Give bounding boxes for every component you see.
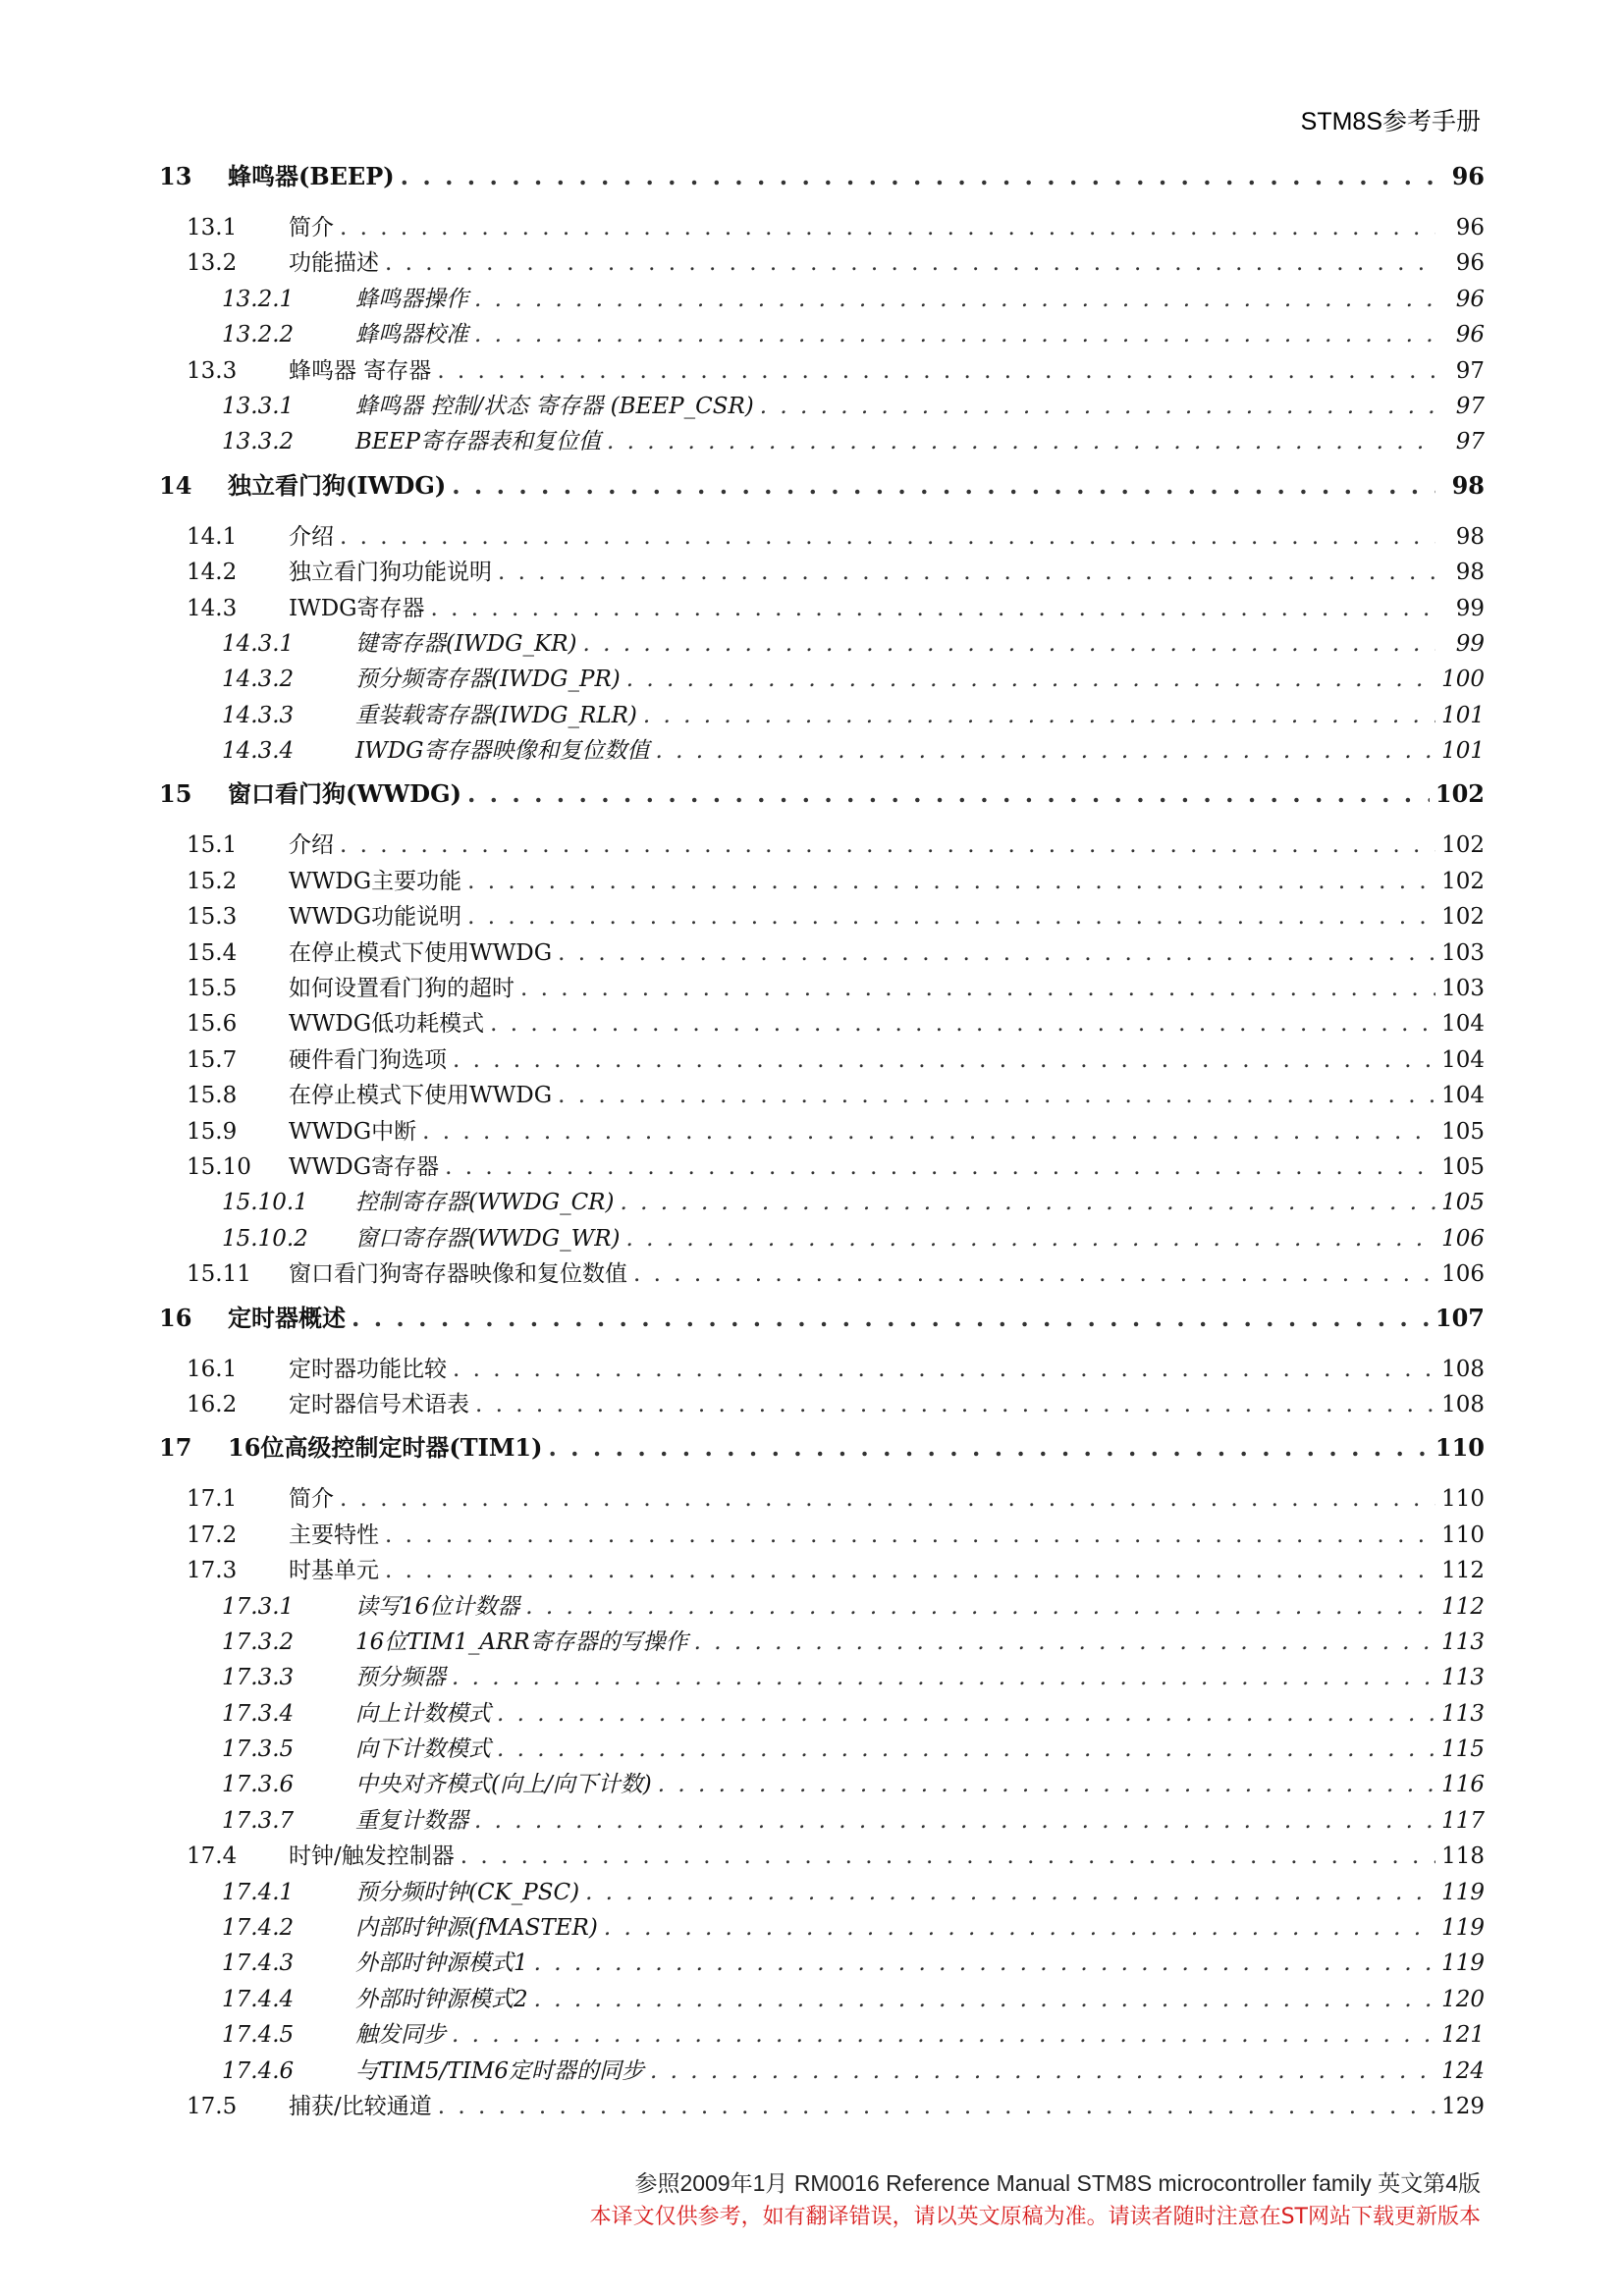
toc-entry-number: 15.7	[187, 1046, 238, 1073]
toc-entry[interactable]	[157, 424, 1485, 459]
dot-leader	[422, 1114, 1435, 1149]
dot-leader	[607, 424, 1435, 459]
toc-entry[interactable]	[157, 555, 1485, 590]
toc-entry-page-number: 102	[1435, 779, 1485, 809]
toc-entry-page-number: 110	[1441, 1522, 1485, 1548]
toc-entry-title: 主要特性	[289, 1522, 379, 1548]
dot-leader	[497, 1696, 1435, 1732]
toc-entry-number: 15.3	[187, 904, 238, 931]
toc-entry-title: 蜂鸣器校准	[355, 322, 468, 348]
toc-entry-number: 17.3.6	[222, 1772, 295, 1798]
toc-entry-title: 预分频时钟(CK_PSC)	[355, 1879, 580, 1905]
dot-leader	[498, 555, 1435, 590]
toc-entry[interactable]	[157, 899, 1485, 934]
toc-entry[interactable]	[157, 353, 1485, 389]
toc-entry-number: 17.3.3	[222, 1665, 295, 1691]
toc-entry-page-number: 105	[1441, 1153, 1485, 1180]
dot-leader	[445, 1149, 1435, 1185]
toc-entry[interactable]	[157, 662, 1485, 697]
toc-chapter-entry[interactable]	[157, 468, 1485, 504]
toc-entry-number: 17.4.6	[222, 2057, 295, 2084]
toc-entry-page-number: 98	[1455, 523, 1485, 550]
toc-entry-number: 13.2	[187, 250, 238, 277]
dot-leader	[340, 828, 1435, 863]
toc-entry-number: 17.4.2	[222, 1915, 295, 1942]
dot-leader	[585, 1875, 1435, 1910]
dot-leader	[401, 159, 1435, 194]
toc-entry[interactable]	[157, 1256, 1485, 1292]
toc-entry[interactable]	[157, 519, 1485, 555]
toc-entry[interactable]	[157, 1589, 1485, 1625]
dot-leader	[525, 1589, 1435, 1625]
toc-entry-number: 13	[159, 162, 192, 190]
dot-leader	[385, 1553, 1435, 1588]
toc-entry-page-number: 103	[1441, 939, 1485, 966]
toc-entry-page-number: 104	[1441, 1083, 1485, 1109]
toc-chapter-entry[interactable]	[157, 776, 1485, 812]
toc-entry-page-number: 106	[1441, 1261, 1485, 1288]
dot-leader	[650, 2054, 1435, 2089]
dot-leader	[558, 1078, 1435, 1113]
dot-leader	[694, 1625, 1435, 1660]
toc-entry-number: 16	[159, 1303, 192, 1332]
toc-entry-number: 17.4.4	[222, 1986, 295, 2012]
dot-leader	[475, 1387, 1435, 1422]
toc-entry-title: WWDG低功耗模式	[289, 1011, 485, 1038]
toc-entry-title: 蜂鸣器 控制/状态 寄存器 (BEEP_CSR)	[355, 393, 754, 419]
toc-entry-number: 15.9	[187, 1118, 238, 1145]
toc-entry[interactable]	[157, 1042, 1485, 1078]
toc-entry-page-number: 101	[1441, 702, 1485, 728]
toc-entry[interactable]	[157, 1352, 1485, 1387]
toc-entry[interactable]	[157, 1660, 1485, 1695]
running-header: STM8S参考手册	[1300, 108, 1481, 135]
toc-entry-title: 与TIM5/TIM6定时器的同步	[355, 2057, 644, 2084]
dot-leader	[467, 776, 1430, 812]
toc-entry[interactable]	[157, 1518, 1485, 1553]
toc-entry-page-number: 107	[1435, 1303, 1485, 1332]
toc-entry-title: 介绍	[289, 523, 334, 550]
dot-leader	[656, 733, 1435, 769]
toc-chapter-entry[interactable]	[157, 159, 1485, 194]
toc-entry-number: 14.3.4	[222, 738, 295, 765]
toc-entry-number: 15.10	[187, 1153, 251, 1180]
toc-entry-number: 17.4.1	[222, 1879, 295, 1905]
toc-entry-page-number: 112	[1441, 1593, 1485, 1620]
toc-entry-page-number: 102	[1441, 868, 1485, 894]
dot-leader	[583, 626, 1436, 662]
toc-entry-title: 中央对齐模式(向上/向下计数)	[355, 1772, 652, 1798]
toc-entry-title: WWDG中断	[289, 1118, 417, 1145]
toc-entry-title: 硬件看门狗选项	[289, 1046, 447, 1073]
toc-entry[interactable]	[157, 389, 1485, 424]
toc-entry-number: 13.3	[187, 357, 238, 384]
toc-entry-title: 重复计数器	[355, 1807, 468, 1834]
toc-entry-title: 外部时钟源模式1	[355, 1950, 528, 1977]
toc-entry-title: 时钟/触发控制器	[289, 1843, 455, 1870]
toc-entry-title: 向下计数模式	[355, 1736, 491, 1763]
toc-entry-number: 14	[159, 470, 192, 500]
toc-entry-number: 13.3.2	[222, 429, 295, 455]
toc-entry-title: BEEP寄存器表和复位值	[355, 429, 601, 455]
toc-entry[interactable]	[157, 1732, 1485, 1767]
toc-entry-page-number: 99	[1455, 595, 1485, 621]
dot-leader	[453, 1042, 1435, 1078]
toc-entry-number: 15.10.2	[222, 1225, 308, 1252]
toc-entry-number: 17	[159, 1433, 192, 1463]
dot-leader	[658, 1767, 1435, 1802]
toc-entry-title: 触发同步	[355, 2022, 446, 2049]
toc-entry-title: 功能描述	[289, 250, 379, 277]
toc-entry-page-number: 113	[1441, 1665, 1485, 1691]
toc-entry-title: 内部时钟源(fMASTER)	[355, 1915, 598, 1942]
toc-entry-number: 15.1	[187, 832, 238, 859]
toc-entry-title: 独立看门狗(IWDG)	[228, 470, 447, 500]
toc-entry-title: 蜂鸣器操作	[355, 286, 468, 312]
toc-entry-page-number: 113	[1441, 1700, 1485, 1727]
toc-entry[interactable]	[157, 1625, 1485, 1660]
dot-leader	[452, 1660, 1435, 1695]
toc-entry-number: 17.5	[187, 2093, 238, 2119]
toc-entry-page-number: 102	[1441, 904, 1485, 931]
toc-entry-title: 16位高级控制定时器(TIM1)	[228, 1433, 543, 1463]
dot-leader	[431, 591, 1435, 626]
toc-entry[interactable]	[157, 210, 1485, 245]
toc-entry[interactable]	[157, 1803, 1485, 1839]
dot-leader	[534, 1946, 1435, 1981]
toc-entry[interactable]	[157, 1221, 1485, 1256]
toc-entry-title: 控制寄存器(WWDG_CR)	[355, 1190, 615, 1216]
toc-entry-number: 15.8	[187, 1083, 238, 1109]
toc-entry-page-number: 119	[1441, 1915, 1485, 1942]
toc-entry-title: 介绍	[289, 832, 334, 859]
toc-entry[interactable]	[157, 971, 1485, 1006]
dot-leader	[534, 1982, 1435, 2017]
toc-entry-number: 15.5	[187, 976, 238, 1002]
dot-leader	[437, 353, 1435, 389]
toc-entry-title: WWDG功能说明	[289, 904, 462, 931]
dot-leader	[340, 1481, 1435, 1517]
toc-entry-title: 捕获/比较通道	[289, 2093, 432, 2119]
dot-leader	[604, 1910, 1435, 1946]
toc-entry-page-number: 119	[1441, 1950, 1485, 1977]
dot-leader	[460, 1839, 1435, 1874]
toc-entry[interactable]	[157, 698, 1485, 733]
toc-entry-number: 16.2	[187, 1391, 238, 1417]
toc-entry-number: 14.3.1	[222, 630, 295, 657]
toc-entry[interactable]	[157, 1149, 1485, 1185]
dot-leader	[474, 282, 1435, 317]
toc-entry-page-number: 119	[1441, 1879, 1485, 1905]
footer-reference: 参照2009年1月 RM0016 Reference Manual STM8S microcontroller family 英文第4版	[634, 2170, 1481, 2196]
toc-entry-number: 17.3.7	[222, 1807, 295, 1834]
toc-entry[interactable]	[157, 1114, 1485, 1149]
toc-entry-title: 预分频器	[355, 1665, 446, 1691]
toc-entry-number: 17.3	[187, 1558, 238, 1584]
toc-entry-title: 预分频寄存器(IWDG_PR)	[355, 667, 621, 693]
toc-entry-number: 17.4	[187, 1843, 238, 1870]
toc-entry-number: 13.1	[187, 215, 238, 240]
toc-entry-title: 键寄存器(IWDG_KR)	[355, 630, 577, 657]
toc-entry-title: 定时器概述	[228, 1303, 346, 1332]
toc-entry[interactable]	[157, 2089, 1485, 2124]
toc-entry-title: 在停止模式下使用WWDG	[289, 1083, 553, 1109]
toc-entry[interactable]	[157, 2017, 1485, 2053]
toc-entry-title: 窗口看门狗寄存器映像和复位数值	[289, 1261, 627, 1288]
toc-entry-title: 读写16位计数器	[355, 1593, 520, 1620]
dot-leader	[467, 864, 1435, 899]
toc-entry-number: 15	[159, 779, 192, 809]
dot-leader	[558, 935, 1435, 971]
dot-leader	[633, 1256, 1435, 1292]
toc-entry[interactable]	[157, 1946, 1485, 1981]
toc-entry-page-number: 110	[1441, 1486, 1485, 1513]
toc-entry-number: 17.2	[187, 1522, 238, 1548]
dot-leader	[474, 317, 1435, 352]
dot-leader	[352, 1301, 1430, 1336]
dot-leader	[385, 1518, 1435, 1553]
toc-entry-page-number: 97	[1455, 393, 1485, 419]
toc-entry-title: 重装载寄存器(IWDG_RLR)	[355, 702, 637, 728]
toc-entry-number: 14.2	[187, 560, 238, 586]
dot-leader	[520, 971, 1435, 1006]
dot-leader	[626, 1221, 1436, 1256]
toc-entry[interactable]	[157, 1696, 1485, 1732]
dot-leader	[452, 468, 1435, 504]
toc-entry[interactable]	[157, 828, 1485, 863]
dot-leader	[490, 1006, 1435, 1041]
toc-entry-page-number: 117	[1441, 1807, 1485, 1834]
toc-entry-page-number: 108	[1441, 1391, 1485, 1417]
toc-entry[interactable]	[157, 1839, 1485, 1874]
dot-leader	[340, 519, 1435, 555]
dot-leader	[438, 2089, 1435, 2124]
toc-entry-page-number: 118	[1441, 1843, 1485, 1870]
toc-entry-title: 窗口看门狗(WWDG)	[228, 779, 461, 809]
toc-entry-number: 14.3.2	[222, 667, 295, 693]
toc-entry-page-number: 101	[1441, 738, 1485, 765]
toc-entry-number: 14.3.3	[222, 702, 295, 728]
toc-entry-title: 窗口寄存器(WWDG_WR)	[355, 1225, 621, 1252]
toc-entry-title: 在停止模式下使用WWDG	[289, 939, 553, 966]
toc-entry-page-number: 103	[1441, 976, 1485, 1002]
toc-entry-page-number: 106	[1441, 1225, 1485, 1252]
toc-entry[interactable]	[157, 1553, 1485, 1588]
toc-entry-page-number: 96	[1455, 250, 1485, 277]
toc-entry[interactable]	[157, 935, 1485, 971]
toc-entry-title: 蜂鸣器(BEEP)	[228, 162, 395, 190]
toc-entry[interactable]	[157, 864, 1485, 899]
toc-entry[interactable]	[157, 317, 1485, 352]
toc-entry-number: 15.6	[187, 1011, 238, 1038]
toc-entry-number: 13.2.1	[222, 286, 295, 312]
toc-entry-title: 时基单元	[289, 1558, 379, 1584]
toc-entry-title: WWDG寄存器	[289, 1153, 440, 1180]
toc-entry-page-number: 100	[1441, 667, 1485, 693]
toc-entry[interactable]	[157, 626, 1485, 662]
dot-leader	[467, 899, 1435, 934]
toc-entry-number: 17.1	[187, 1486, 238, 1513]
toc-entry-page-number: 104	[1441, 1046, 1485, 1073]
toc-entry[interactable]	[157, 245, 1485, 281]
toc-entry-number: 17.3.1	[222, 1593, 295, 1620]
dot-leader	[548, 1430, 1429, 1466]
toc-entry-number: 13.2.2	[222, 322, 295, 348]
toc-entry-page-number: 99	[1455, 630, 1485, 657]
toc-entry[interactable]	[157, 1006, 1485, 1041]
toc-entry[interactable]	[157, 733, 1485, 769]
toc-entry-number: 17.3.5	[222, 1736, 295, 1763]
toc-entry-number: 15.4	[187, 939, 238, 966]
toc-entry[interactable]	[157, 591, 1485, 626]
dot-leader	[452, 2017, 1435, 2053]
toc-entry-page-number: 96	[1451, 162, 1485, 190]
toc-entry-title: 外部时钟源模式2	[355, 1986, 528, 2012]
toc-entry-number: 17.4.3	[222, 1950, 295, 1977]
table-of-contents	[157, 159, 1485, 2124]
toc-entry-number: 15.11	[187, 1261, 251, 1288]
toc-entry-page-number: 105	[1441, 1190, 1485, 1216]
toc-entry-title: 简介	[289, 1486, 334, 1513]
toc-entry-title: 16位TIM1_ARR寄存器的写操作	[355, 1629, 688, 1655]
dot-leader	[620, 1185, 1435, 1220]
toc-entry-page-number: 116	[1441, 1772, 1485, 1798]
toc-entry-number: 13.3.1	[222, 393, 295, 419]
toc-entry-page-number: 96	[1455, 286, 1485, 312]
toc-entry-number: 17.3.4	[222, 1700, 295, 1727]
toc-entry-number: 17.3.2	[222, 1629, 295, 1655]
toc-chapter-entry[interactable]	[157, 1430, 1485, 1466]
toc-entry-number: 16.1	[187, 1356, 238, 1382]
toc-entry-page-number: 124	[1441, 2057, 1485, 2084]
toc-entry-page-number: 115	[1441, 1736, 1485, 1763]
footer-disclaimer: 本译文仅供参考，如有翻译错误，请以英文原稿为准。请读者随时注意在ST网站下载更新版本	[589, 2205, 1481, 2229]
toc-entry-page-number: 113	[1441, 1629, 1485, 1655]
toc-entry-page-number: 120	[1441, 1986, 1485, 2012]
toc-entry-number: 15.10.1	[222, 1190, 308, 1216]
toc-entry-page-number: 102	[1441, 832, 1485, 859]
toc-entry-page-number: 98	[1451, 470, 1485, 500]
dot-leader	[453, 1352, 1435, 1387]
toc-entry-page-number: 121	[1441, 2022, 1485, 2049]
toc-entry-title: 简介	[289, 215, 334, 240]
toc-entry-title: 定时器功能比较	[289, 1356, 447, 1382]
toc-entry[interactable]	[157, 1875, 1485, 1910]
toc-entry-title: IWDG寄存器映像和复位数值	[355, 738, 650, 765]
toc-entry[interactable]	[157, 1767, 1485, 1802]
dot-leader	[497, 1732, 1435, 1767]
toc-entry-page-number: 104	[1441, 1011, 1485, 1038]
toc-entry[interactable]	[157, 1387, 1485, 1422]
toc-entry-page-number: 112	[1441, 1558, 1485, 1584]
toc-entry-page-number: 108	[1441, 1356, 1485, 1382]
toc-entry-title: 定时器信号术语表	[289, 1391, 469, 1417]
dot-leader	[760, 389, 1435, 424]
toc-entry[interactable]	[157, 2054, 1485, 2089]
dot-leader	[626, 662, 1435, 697]
toc-entry-number: 17.4.5	[222, 2022, 295, 2049]
toc-entry-title: IWDG寄存器	[289, 595, 425, 621]
toc-entry-page-number: 97	[1455, 357, 1485, 384]
toc-entry-page-number: 129	[1441, 2093, 1485, 2119]
toc-entry-title: 向上计数模式	[355, 1700, 491, 1727]
toc-entry[interactable]	[157, 1481, 1485, 1517]
toc-chapter-entry[interactable]	[157, 1301, 1485, 1336]
toc-entry-page-number: 105	[1441, 1118, 1485, 1145]
toc-entry-page-number: 96	[1455, 322, 1485, 348]
toc-entry-title: 独立看门狗功能说明	[289, 560, 492, 586]
toc-entry[interactable]	[157, 1910, 1485, 1946]
toc-entry[interactable]	[157, 282, 1485, 317]
toc-entry-number: 14.3	[187, 595, 238, 621]
toc-entry-number: 14.1	[187, 523, 238, 550]
dot-leader	[385, 245, 1435, 281]
toc-entry-title: 如何设置看门狗的超时	[289, 976, 514, 1002]
toc-entry-page-number: 96	[1455, 215, 1485, 240]
dot-leader	[643, 698, 1435, 733]
toc-entry-page-number: 97	[1455, 429, 1485, 455]
toc-entry-number: 15.2	[187, 868, 238, 894]
toc-entry-title: WWDG主要功能	[289, 868, 462, 894]
toc-entry-page-number: 110	[1435, 1433, 1485, 1463]
dot-leader	[474, 1803, 1435, 1839]
toc-entry[interactable]	[157, 1078, 1485, 1113]
dot-leader	[340, 210, 1435, 245]
toc-entry[interactable]	[157, 1185, 1485, 1220]
toc-entry[interactable]	[157, 1982, 1485, 2017]
toc-entry-title: 蜂鸣器 寄存器	[289, 357, 432, 384]
toc-entry-page-number: 98	[1455, 560, 1485, 586]
